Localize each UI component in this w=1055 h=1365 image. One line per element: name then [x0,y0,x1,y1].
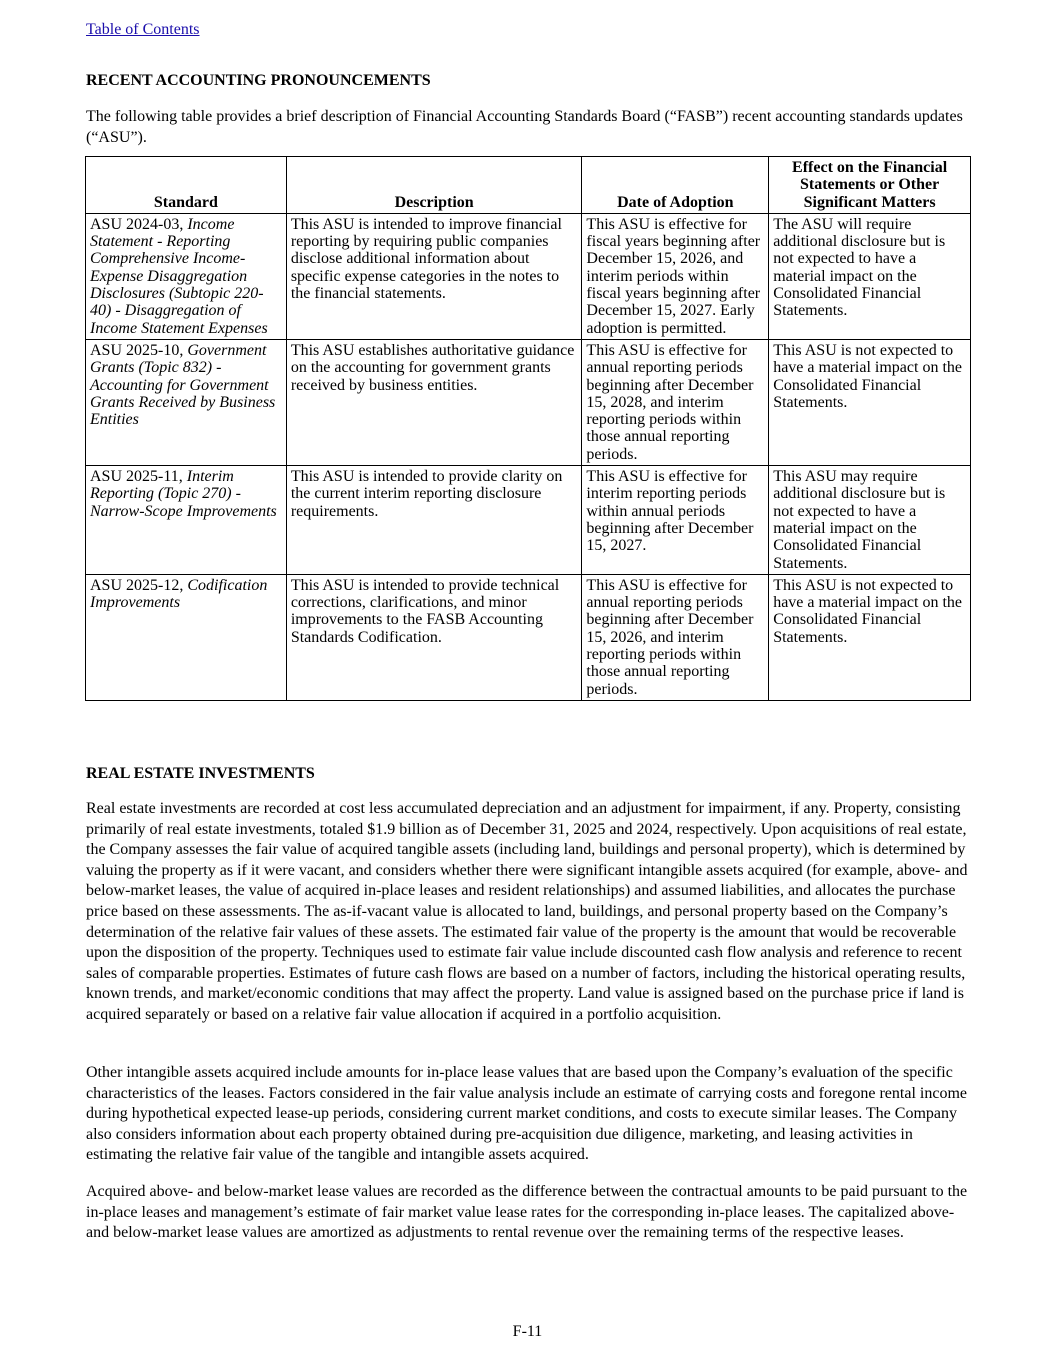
description-cell: This ASU is intended to provide technical corrections, clarifications, and minor improvements to the FASB Accounting Standards Codification. [286,574,582,700]
asu-code: ASU 2024-03, [90,215,184,233]
real-estate-paragraph-1: Real estate investments are recorded at cost less accumulated depreciation and an adjustment for impairment, if any. Property, consisting primarily of real estate investments, totaled $1.9 billion as of December 31, 2025 and 2024, respectively. Upon acquisitions of real estate, the Company assesses the fair value of acquired tangible assets (including land, buildings and personal property), which is determined by valuing the property as if it were vacant, and considers whether there were significant intangible assets acquired (for example, above- and below-market leases, the value of acquired in-place leases and resident relationships) and assumed liabilities, and allocates the purchase price based on these assessments. The as-if-vacant value is allocated to land, buildings, and personal property based on the Company’s determination of the relative fair values of these assets. The estimated fair value of the property is the amount that would be recoverable upon the disposition of the property. Techniques used to estimate fair value include discounted cash flow analysis and reference to recent sales of comparable properties. Estimates of future cash flows are based on a number of factors, including the historical operating results, known trends, and market/economic conditions that may affect the property. Land value is assigned based on the purchase price if land is acquired separately or based on a relative fair value allocation if acquired in a portfolio acquisition. [86,800,968,1023]
standard-cell [86,466,287,575]
asu-table [85,156,971,701]
asu-title: Interim Reporting (Topic 270) - Narrow-Scope Improvements [90,468,277,520]
header-effect: Effect on the Financial Statements or Other Significant Matters [769,157,971,214]
description-cell: This ASU establishes authoritative guidance on the accounting for government grants received by business entities. [286,339,582,465]
asu-title: Codification Improvements [90,576,268,612]
table-row [86,574,971,700]
real-estate-paragraph-2: Other intangible assets acquired include amounts for in-place lease values that are based upon the Company’s evaluation of the specific characteristics of the leases. Factors considered in the fair value analysis include an estimate of carrying costs and foregone rental income during hypothetical expected lease-up periods, considering current market conditions, and costs to execute similar leases. The Company also considers information about each property obtained during pre-acquisition due diligence, marketing, and leasing activities in estimating the relative fair value of the tangible and intangible assets acquired. [86,1064,967,1164]
table-header-row [86,157,971,214]
effect-cell: This ASU is not expected to have a material impact on the Consolidated Financial Statements. [769,574,971,700]
date-cell: This ASU is effective for annual reporting periods beginning after December 15, 2028, and interim reporting periods within those annual reporting periods. [582,339,769,465]
page-number: F-11 [512,1323,543,1340]
effect-cell: The ASU will require additional disclosure but is not expected to have a material impact on the Consolidated Financial Statements. [769,213,971,339]
section-heading-recent-accounting: RECENT ACCOUNTING PRONOUNCEMENTS [86,72,431,89]
header-date-of-adoption: Date of Adoption [582,157,769,214]
table-row [86,213,971,339]
header-description: Description [286,157,582,214]
asu-title: Income Statement - Reporting Comprehensive Income-Expense Disaggregation Disclosures (Subtopic 220-40) - Disaggregation of Income Statement Expenses [90,215,268,337]
intro-paragraph: The following table provides a brief description of Financial Accounting Standards Board (“FASB”) recent accounting standards updates (“ASU”). [86,108,963,146]
description-cell: This ASU is intended to improve financial reporting by requiring public companies disclose additional information about specific expense categories in the notes to the financial statements. [286,213,582,339]
description-cell: This ASU is intended to provide clarity on the current interim reporting disclosure requirements. [286,466,582,575]
date-cell: This ASU is effective for annual reporting periods beginning after December 15, 2026, and interim reporting periods within those annual reporting periods. [582,574,769,700]
table-row [86,466,971,575]
table-row [86,339,971,465]
header-standard: Standard [86,157,287,214]
standard-cell [86,213,287,339]
section-heading-real-estate: REAL ESTATE INVESTMENTS [86,765,315,782]
effect-cell: This ASU may require additional disclosure but is not expected to have a material impact on the Consolidated Financial Statements. [769,466,971,575]
standard-cell [86,339,287,465]
date-cell: This ASU is effective for interim reporting periods within annual periods beginning after December 15, 2027. [582,466,769,575]
asu-code: ASU 2025-10, [90,341,184,359]
effect-cell: This ASU is not expected to have a material impact on the Consolidated Financial Statements. [769,339,971,465]
table-of-contents-link[interactable]: Table of Contents [86,21,200,38]
standard-cell [86,574,287,700]
date-cell: This ASU is effective for fiscal years beginning after December 15, 2026, and interim periods within fiscal years beginning after December 15, 2027. Early adoption is permitted. [582,213,769,339]
asu-code: ASU 2025-12, [90,576,184,594]
real-estate-paragraph-3: Acquired above- and below-market lease values are recorded as the difference between the contractual amounts to be paid pursuant to the in-place leases and management’s estimate of fair market value lease rates for the corresponding in-place leases. The capitalized above- and below-market lease values are amortized as adjustments to rental revenue over the remaining terms of the respective leases. [86,1183,968,1242]
asu-code: ASU 2025-11, [90,468,183,486]
asu-title: Government Grants (Topic 832) - Accounting for Government Grants Received by Business Entities [90,341,276,429]
